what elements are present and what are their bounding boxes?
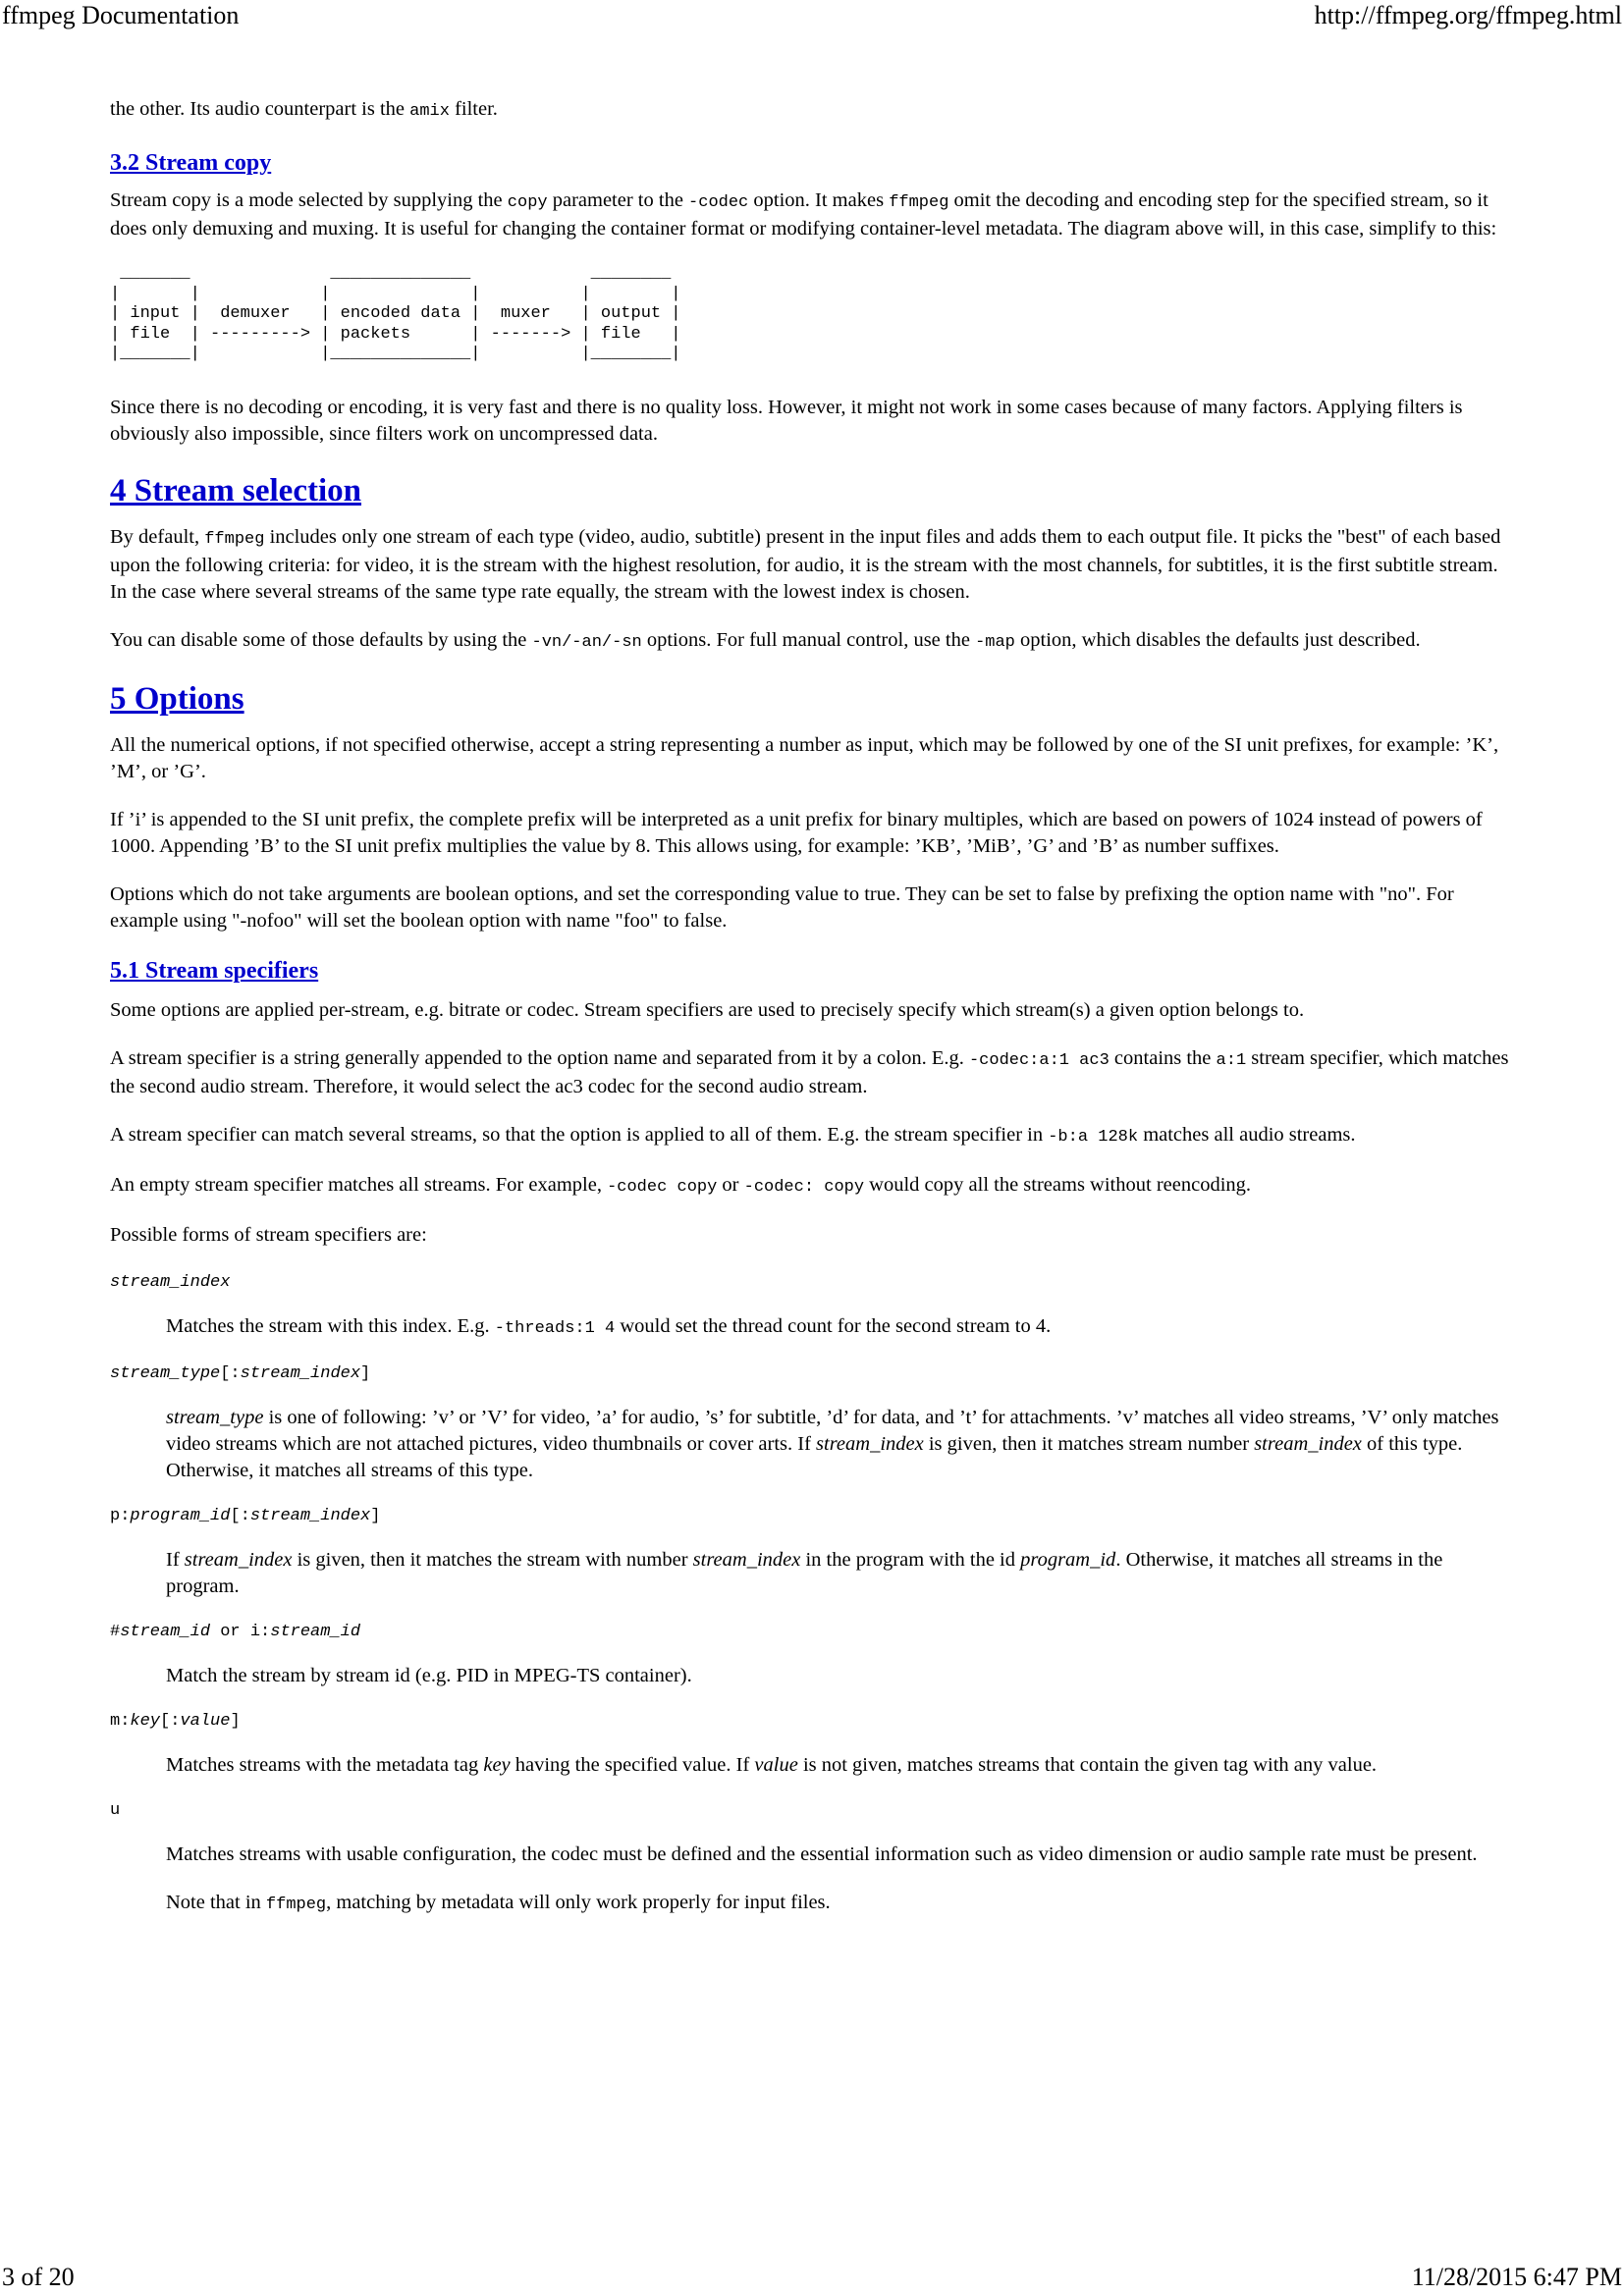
specifiers-paragraph-5: Possible forms of stream specifiers are: [110, 1223, 427, 1246]
section-5-heading [110, 679, 1514, 719]
section-5-link[interactable]: 5 Options [110, 680, 244, 717]
section-3-2-heading [110, 148, 1514, 178]
spec-term-stream-type: stream_type[:stream_index] [110, 1363, 371, 1383]
document-body [110, 96, 1514, 1918]
spec-desc-stream-type: stream_type is one of following: ’v’ or ’V’ for video, ’a’ for audio, ’s’ for subtitle, ’d’ for data, and ’t’ for attachments. ’v’ matches all video streams, ’V’ only matches video streams which are not attached pictures, video thumbnails or cover arts. If stream_index is given, then it matches stream number stream_index of this type. Otherwise, it matches all streams of this type. [166, 1406, 1499, 1481]
spec-note-metadata: Note that in ffmpeg, matching by metadata will only work properly for input files. [166, 1891, 831, 1914]
spec-term-stream-id: #stream_id or i:stream_id [110, 1622, 361, 1641]
section-4-link[interactable]: 4 Stream selection [110, 472, 361, 508]
options-paragraph-3: Options which do not take arguments are boolean options, and set the corresponding value to true. They can be set to false by prefixing the option name with "no". For example using "-nofoo" will set the boolean option with name "foo" to false. [110, 882, 1454, 932]
spec-desc-usable: Matches streams with usable configuration, the codec must be defined and the essential information such as video dimension or audio sample rate must be present. [166, 1842, 1478, 1865]
spec-desc-stream-index: Matches the stream with this index. E.g. -threads:1 4 would set the thread count for the second stream to 4. [166, 1314, 1052, 1338]
stream-copy-diagram: _______ ______________ ________ | | | | | | | input | demuxer | encoded data | muxer | output | | file | ---------> | packets | -------> | file | |_______| |______________| |________| [110, 264, 681, 363]
spec-desc-metadata-key: Matches streams with the metadata tag key having the specified value. If value is not given, matches streams that contain the given tag with any value. [166, 1753, 1378, 1776]
spec-term-metadata-key: m:key[:value] [110, 1711, 241, 1731]
spec-desc-program-id: If stream_index is given, then it matches the stream with number stream_index in the program with the id program_id. Otherwise, it matches all streams in the program. [166, 1548, 1443, 1597]
spec-desc-stream-id: Match the stream by stream id (e.g. PID in MPEG-TS container). [166, 1664, 692, 1686]
page-footer-page-number: 3 of 20 [2, 2263, 75, 2291]
options-paragraph-2: If ’i’ is appended to the SI unit prefix, the complete prefix will be interpreted as a unit prefix for binary multiples, which are based on powers of 1024 instead of powers of 1000. Appending ’B’ to the SI unit prefix multiplies the value by 8. This allows using, for example: ’KB’, ’MiB’, ’G’ and ’B’ as number suffixes. [110, 808, 1483, 857]
section-5-1-link[interactable]: 5.1 Stream specifiers [110, 957, 319, 984]
page-header-title: ffmpeg Documentation [2, 1, 240, 29]
spec-term-program-id: p:program_id[:stream_index] [110, 1506, 381, 1525]
specifiers-paragraph-4: An empty stream specifier matches all streams. For example, -codec copy or -codec: copy would copy all the streams without reencoding. [110, 1173, 1252, 1197]
specifiers-paragraph-1: Some options are applied per-stream, e.g. bitrate or codec. Stream specifiers are used to precisely specify which stream(s) a given option belongs to. [110, 998, 1305, 1021]
section-3-2-link[interactable]: 3.2 Stream copy [110, 150, 272, 176]
page-header-url: http://ffmpeg.org/ffmpeg.html [1314, 1, 1622, 29]
specifiers-paragraph-2: A stream specifier is a string generally appended to the option name and separated from it by a colon. E.g. -codec:a:1 ac3 contains the a:1 stream specifier, which matches the second audio stream. Therefore, it would select the ac3 codec for the second audio stream. [110, 1046, 1509, 1097]
stream-copy-paragraph: Stream copy is a mode selected by supplying the copy parameter to the -codec option. It makes ffmpeg omit the decoding and encoding step for the specified stream, so it does only demuxing and muxing. It is useful for changing the container format or modifying container-level metadata. The diagram above will, in this case, simplify to this: [110, 189, 1497, 240]
stream-selection-paragraph-1: By default, ffmpeg includes only one stream of each type (video, audio, subtitle) present in the input files and adds them to each output file. It picks the "best" of each based upon the following criteria: for video, it is the stream with the highest resolution, for audio, it is the stream with the most channels, for subtitles, it is the first subtitle stream. In the case where several streams of the same type rate equally, the stream with the lowest index is chosen. [110, 525, 1501, 603]
options-paragraph-1: All the numerical options, if not specified otherwise, accept a string representing a number as input, which may be followed by one of the SI unit prefixes, for example: ’K’, ’M’, or ’G’. [110, 733, 1499, 782]
section-5-1-heading [110, 956, 1514, 986]
specifiers-paragraph-3: A stream specifier can match several streams, so that the option is applied to all of them. E.g. the stream specifier in -b:a 128k matches all audio streams. [110, 1123, 1356, 1147]
spec-term-usable: u [110, 1800, 121, 1820]
intro-paragraph: the other. Its audio counterpart is the amix filter. [110, 98, 498, 121]
spec-term-stream-index: stream_index [110, 1272, 231, 1292]
section-4-heading [110, 471, 1514, 510]
stream-copy-note: Since there is no decoding or encoding, it is very fast and there is no quality loss. However, it might not work in some cases because of many factors. Applying filters is obviously also impossible, since filters work on uncompressed data. [110, 396, 1463, 445]
stream-selection-paragraph-2: You can disable some of those defaults by using the -vn/-an/-sn options. For full manual control, use the -map option, which disables the defaults just described. [110, 628, 1421, 652]
page-footer-timestamp: 11/28/2015 6:47 PM [1411, 2263, 1622, 2291]
